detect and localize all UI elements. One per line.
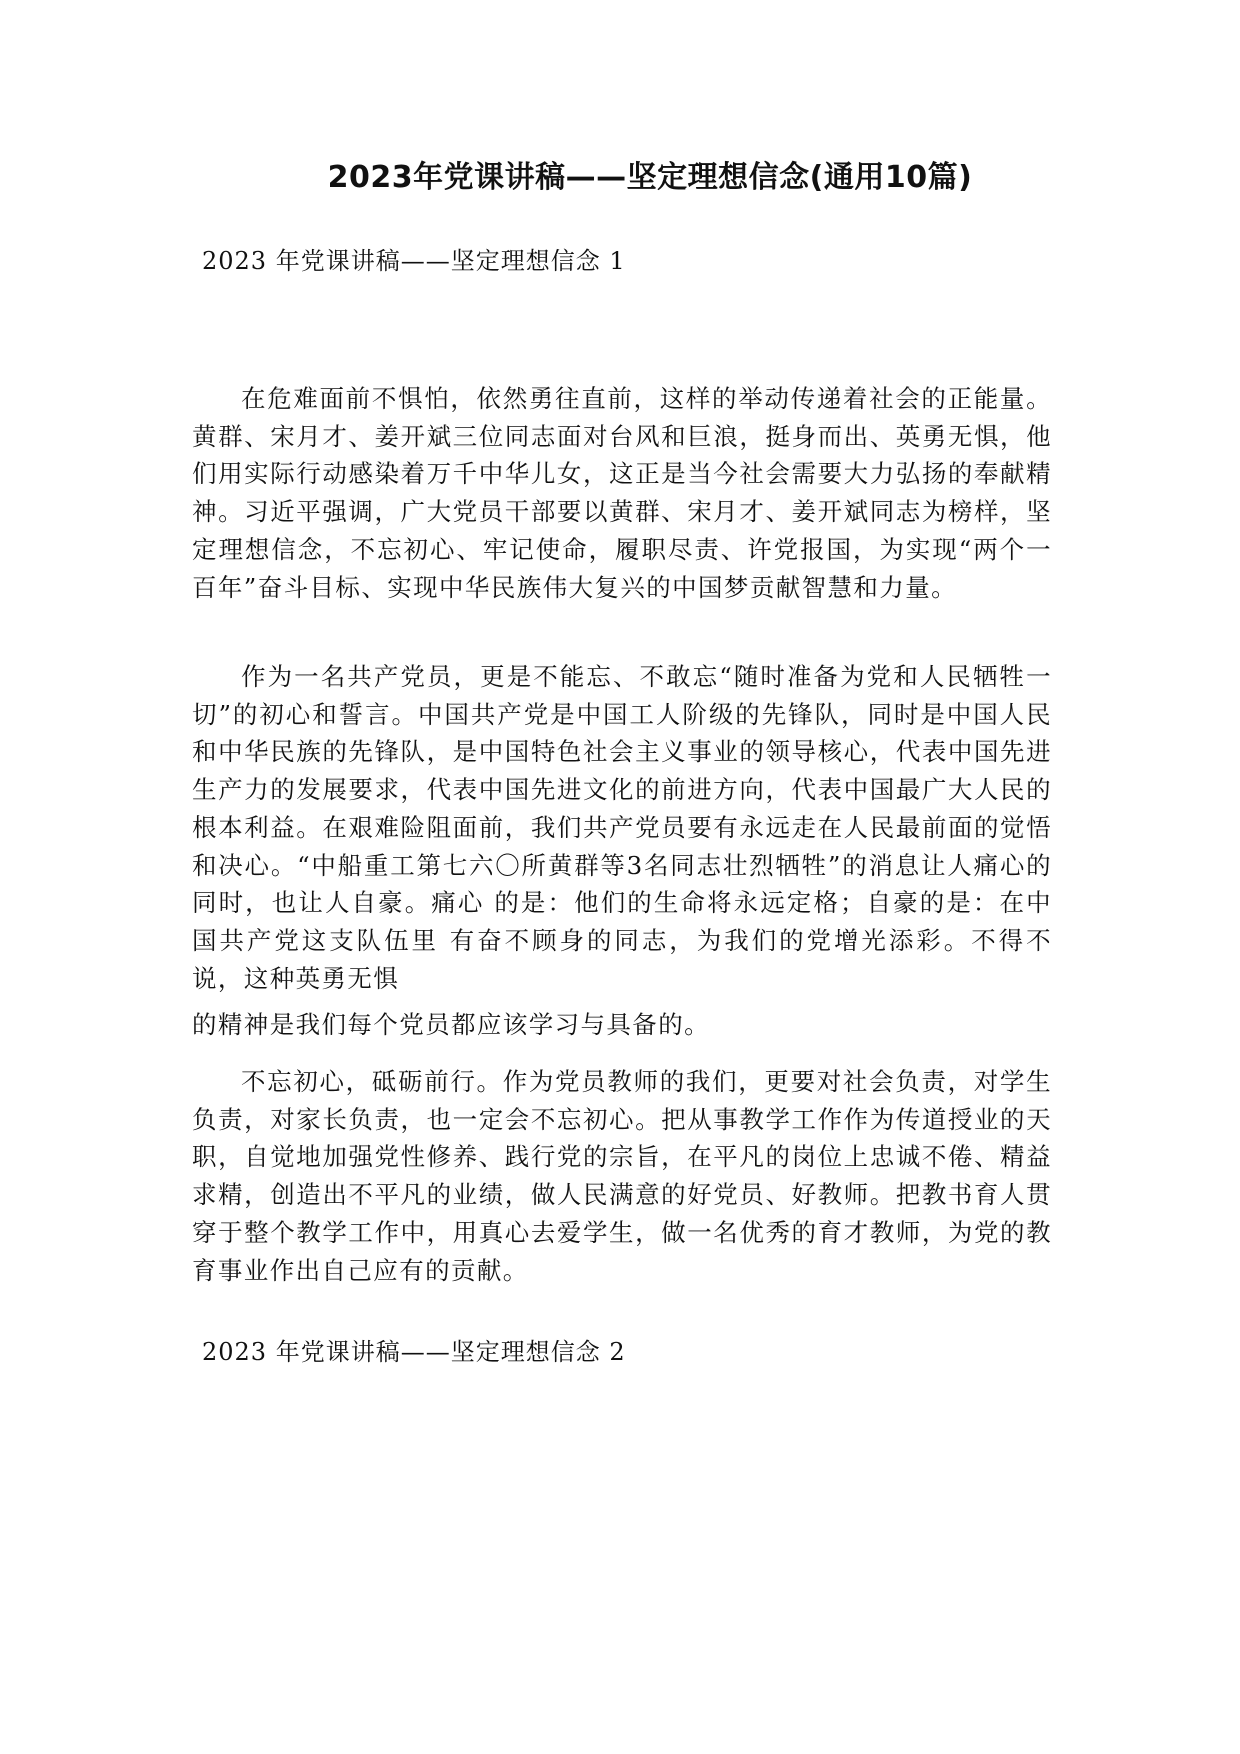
section-1-body-continued [192, 658, 1052, 1053]
section-heading-1: 2023 年党课讲稿——坚定理想信念 1 [202, 247, 626, 275]
paragraph-2: 作为一名共产党员，更是不能忘、不敢忘“随时准备为党和人民牺牲一切”的初心和誓言。中国共产党是中国工人阶级的先锋队，同时是中国人民和中华民族的先锋队，是中国特色社会主义事业的领导核心，代表中国先进生产力的发展要求，代表中国先进文化的前进方向，代表中国最广大人民的根本利益。在艰难险阻面前，我们共产党员要有永远走在人民最前面的觉悟和决心。“中船重工第七六〇所黄群等3名同志壮烈牺牲”的消息让人痛心的同时，也让人自豪。痛心 的是：他们的生命将永远定格；自豪的是：在中国共产党这支队伍里 有奋不顾身的同志，为我们的党增光添彩。不得不说，这种英勇无惧 [192, 662, 1052, 993]
section-1-body-final [192, 1063, 1052, 1298]
paragraph-2-tail: 的精神是我们每个党员都应该学习与具备的。 [192, 1010, 710, 1040]
section-heading-2: 2023 年党课讲稿——坚定理想信念 2 [202, 1338, 626, 1366]
paragraph-1: 在危难面前不惧怕，依然勇往直前，这样的举动传递着社会的正能量。黄群、宋月才、姜开斌三位同志面对台风和巨浪，挺身而出、英勇无惧，他们用实际行动感染着万千中华儿女，这正是当今社会需要大力弘扬的奉献精神。习近平强调，广大党员干部要以黄群、宋月才、姜开斌同志为榜样，坚定理想信念，不忘初心、牢记使命，履职尽责、许党报国，为实现“两个一百年”奋斗目标、实现中华民族伟大复兴的中国梦贡献智慧和力量。 [192, 384, 1052, 602]
document-title: 2023年党课讲稿——坚定理想信念(通用10篇) [327, 160, 973, 195]
section-1-body [192, 380, 1052, 615]
paragraph-3: 不忘初心，砥砺前行。作为党员教师的我们，更要对社会负责，对学生负责，对家长负责，也一定会不忘初心。把从事教学工作作为传道授业的天职，自觉地加强党性修养、践行党的宗旨，在平凡的岗位上忠诚不倦、精益求精，创造出不平凡的业绩，做人民满意的好党员、好教师。把教书育人贯穿于整个教学工作中，用真心去爱学生，做一名优秀的育才教师，为党的教育事业作出自己应有的贡献。 [192, 1067, 1052, 1285]
